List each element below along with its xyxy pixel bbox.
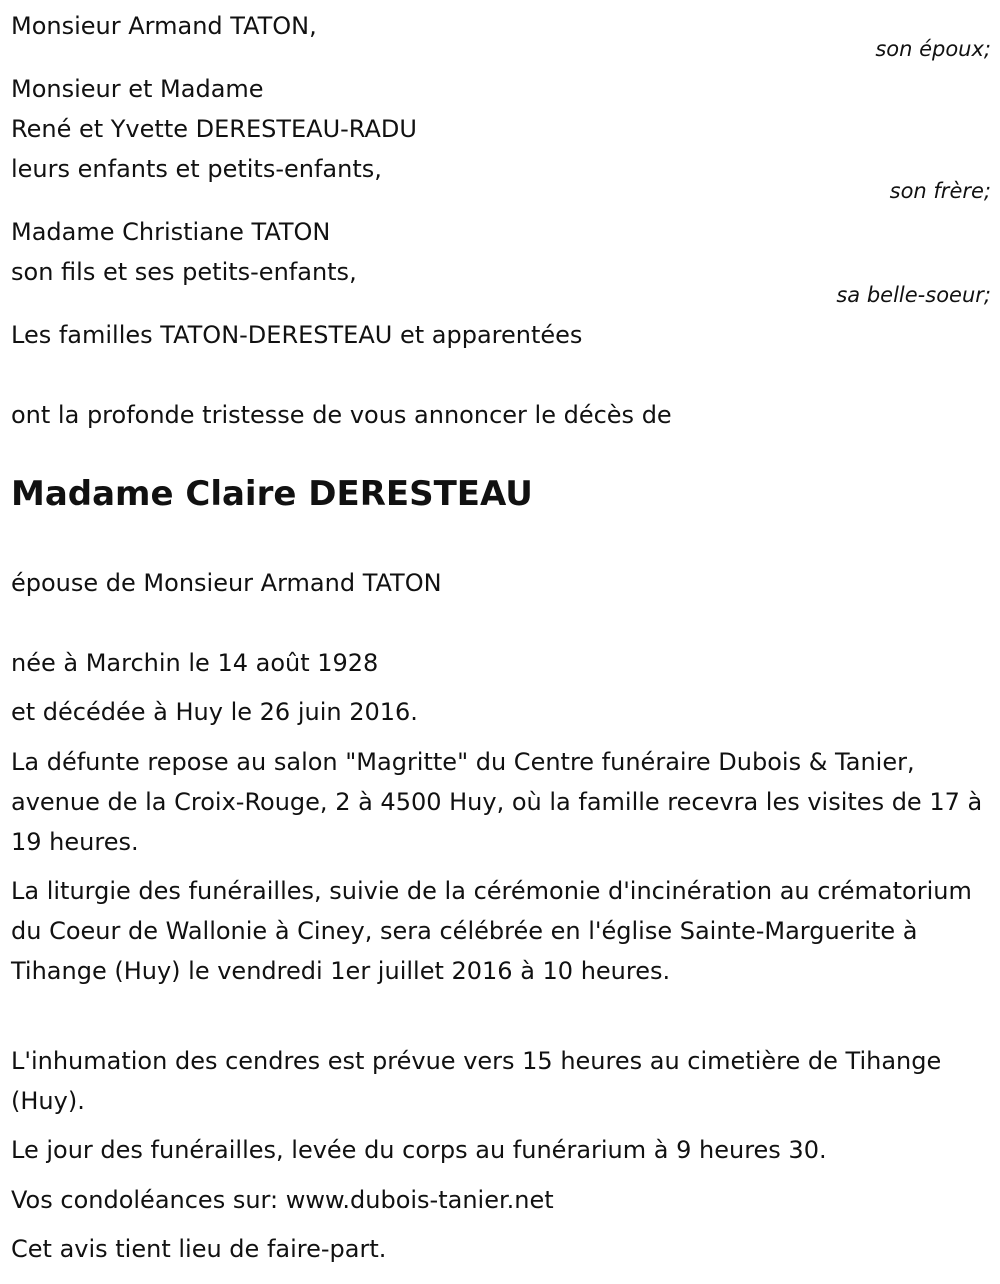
family-line: Monsieur et Madame [11,75,264,103]
deceased-name: Madame Claire DERESTEAU [11,474,533,514]
family-line: Les familles TATON-DERESTEAU et apparentées [11,321,583,349]
liturgy-paragraph: La liturgie des funérailles, suivie de la cérémonie d'incinération au crématorium du Coeur de Wallonie à Ciney, sera célébrée en l'église Sainte-Marguerite à Tihange (Huy) le vendredi 1er juillet 2016 à 10 heures. [11,877,972,985]
family-role: sa belle-soeur; [836,283,991,307]
spouse-line: épouse de Monsieur Armand TATON [11,569,442,597]
family-line: son fils et ses petits-enfants, [11,258,357,286]
family-role: son frère; [889,179,991,203]
condolences-paragraph: Vos condoléances sur: www.dubois-tanier.net [11,1186,554,1214]
family-role: son époux; [875,37,991,61]
inhumation-paragraph: L'inhumation des cendres est prévue vers 15 heures au cimetière de Tihange (Huy). [11,1047,942,1115]
faire-part-paragraph: Cet avis tient lieu de faire-part. [11,1235,387,1263]
birth-line: née à Marchin le 14 août 1928 [11,649,379,677]
visitation-paragraph: La défunte repose au salon "Magritte" du Centre funéraire Dubois & Tanier, avenue de la Croix-Rouge, 2 à 4500 Huy, où la famille recevra les visites de 17 à 19 heures. [11,748,983,856]
family-line: Monsieur Armand TATON, [11,12,317,40]
announcement-text: ont la profonde tristesse de vous annoncer le décès de [11,401,672,429]
family-line: leurs enfants et petits-enfants, [11,155,382,183]
death-line: et décédée à Huy le 26 juin 2016. [11,698,418,726]
family-line: René et Yvette DERESTEAU-RADU [11,115,417,143]
family-line: Madame Christiane TATON [11,218,331,246]
funeral-day-paragraph: Le jour des funérailles, levée du corps au funérarium à 9 heures 30. [11,1136,827,1164]
